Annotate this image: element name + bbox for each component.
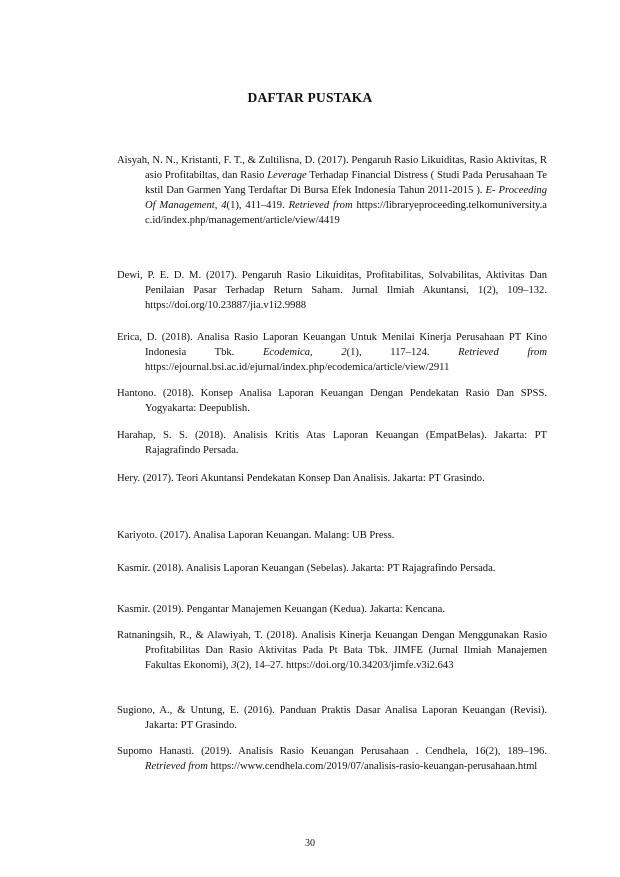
reference-text: Supomo Hanasti. (2019). Analisis Rasio Keuangan Perusahaan . Cendhela, 16(2), 189–196. <box>117 746 547 757</box>
reference-entry <box>117 628 547 673</box>
reference-entry: Dewi, P. E. D. M. (2017). Pengaruh Rasio Likuiditas, Profitabilitas, Solvabilitas, Aktivitas Dan Penilaian Pasar Terhadap Return Saham. Jurnal Ilmiah Akuntansi, 1(2), 109–132. https://doi.org/10.23887/jia.v1i2.9988 <box>117 270 547 311</box>
reference-italic: 4 <box>221 200 227 211</box>
reference-text: , <box>214 200 222 211</box>
reference-text: Aisyah, N. N., Kristanti, F. T., & Zultilisna, D. (2017). Pengaruh Rasio Likuiditas, Rasio Aktivitas, Rasio Profitabiltas, dan Rasio <box>117 155 547 181</box>
reference-entry: Hantono. (2018). Konsep Analisa Laporan Keuangan Dengan Pendekatan Rasio Dan SPSS. Yogyakarta: Deepublish. <box>117 388 547 414</box>
reference-text: Erica, D. (2018). Analisa Rasio Laporan Keuangan Untuk Menilai Kinerja Perusahaan PT Kino Indonesia Tbk. <box>117 332 547 358</box>
reference-text: Ratnaningsih, R., & Alawiyah, T. (2018). Analisis Kinerja Keuangan Dengan Menggunakan Rasio Profitabilitas Dan Rasio Aktivitas Pada Pt Bata Tbk. JIMFE (Jurnal Ilmiah Manajemen Fakultas Ekonomi), <box>117 630 547 671</box>
reference-italic: Retrieved from <box>288 200 353 211</box>
reference-italic: E- Proceeding Of Management <box>145 185 547 211</box>
reference-entry <box>117 330 547 375</box>
reference-text: https://www.cendhela.com/2019/07/analisis-rasio-keuangan-perusahaan.html <box>207 761 538 772</box>
reference-italic: 3 <box>231 660 237 671</box>
reference-entry: Kasmir. (2019). Pengantar Manajemen Keuangan (Kedua). Jakarta: Kencana. <box>117 604 445 615</box>
reference-text: (1), 117–124. <box>346 347 459 358</box>
reference-italic: Retrieved from <box>458 347 547 358</box>
page-title: DAFTAR PUSTAKA <box>247 90 373 105</box>
reference-italic: Leverage <box>267 170 307 181</box>
reference-entry: Harahap, S. S. (2018). Analisis Kritis Atas Laporan Keuangan (EmpatBelas). Jakarta: PT Rajagrafindo Persada. <box>117 430 547 456</box>
reference-italic: Retrieved from <box>145 761 208 772</box>
reference-entry: Hery. (2017). Teori Akuntansi Pendekatan Konsep Dan Analisis. Jakarta: PT Grasindo. <box>117 473 485 484</box>
reference-italic: 2 <box>341 347 347 358</box>
reference-entry: Sugiono, A., & Untung, E. (2016). Panduan Praktis Dasar Analisa Laporan Keuangan (Revisi). Jakarta: PT Grasindo. <box>117 705 547 731</box>
reference-entry: Kasmir. (2018). Analisis Laporan Keuangan (Sebelas). Jakarta: PT Rajagrafindo Persada. <box>117 563 496 574</box>
reference-entry <box>117 153 547 228</box>
reference-italic: Ecodemica <box>262 347 311 358</box>
reference-text: (2), 14–27. https://doi.org/10.34203/jimfe.v3i2.643 <box>236 660 454 671</box>
reference-text: (1), 411–419. <box>226 200 289 211</box>
reference-text: , <box>310 347 342 358</box>
reference-entry: Kariyoto. (2017). Analisa Laporan Keuangan. Malang: UB Press. <box>117 530 395 541</box>
reference-text: https://libraryeproceeding.telkomuniversity.ac.id/index.php/management/article/view/4419 <box>145 200 548 226</box>
reference-text: Terhadap Financial Distress ( Studi Pada Perusahaan Tekstil Dan Garmen Yang Terdaftar Di Bursa Efek Indonesia Tahun 2011-2015 ). <box>145 170 547 196</box>
reference-entry <box>117 744 547 774</box>
reference-text: https://ejournal.bsi.ac.id/ejurnal/index.php/ecodemica/article/view/2911 <box>145 362 450 373</box>
page-number: 30 <box>305 838 315 849</box>
